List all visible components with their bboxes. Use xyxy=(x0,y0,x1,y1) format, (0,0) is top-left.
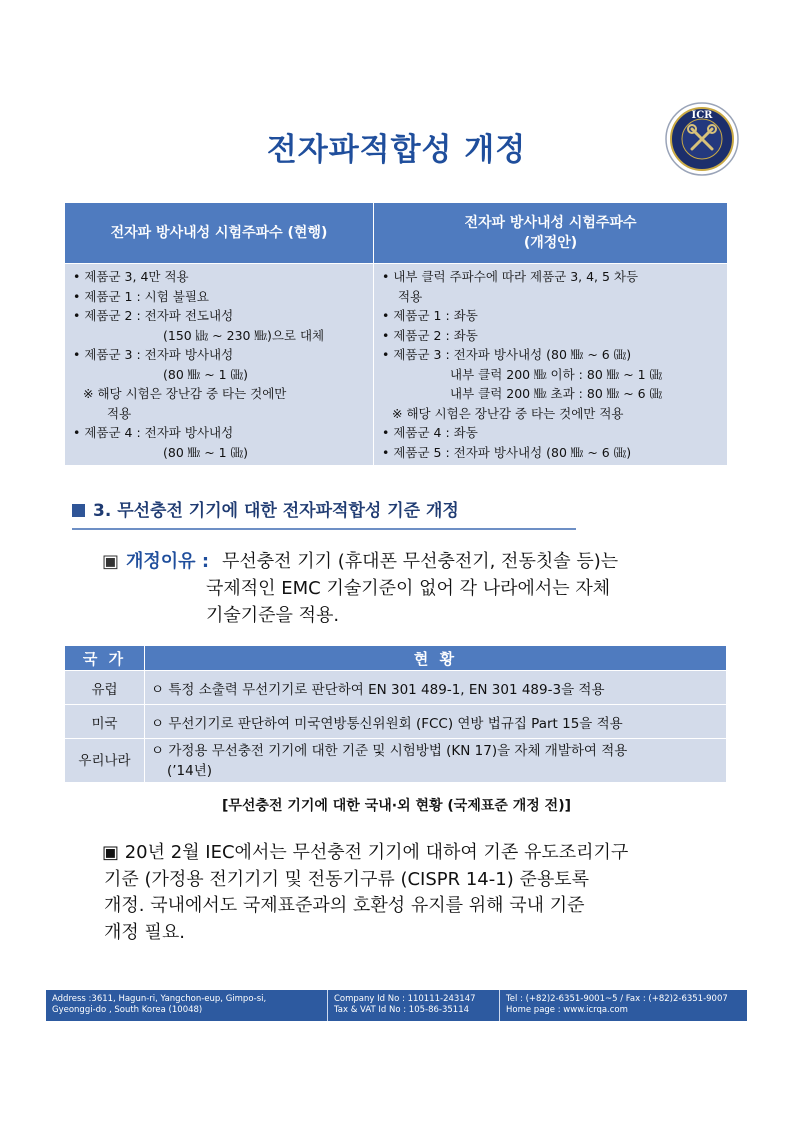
footer-contact: Tel : (+82)2-6351-9001~5 / Fax : (+82)2-6351-9007 Home page : www.icrqa.com xyxy=(506,994,728,1015)
reason-label: 개정이유 : xyxy=(126,551,210,572)
compare-cell-revised: • 내부 클럭 주파수에 따라 제품군 3, 4, 5 차등 적용 • 제품군 1 : 좌동 • 제품군 2 : 좌동 • 제품군 3 : 전자파 방사내성 (80 ㎒ ~ 6 ㎓) 내부 클럭 200 ㎒ 이하 : 80 ㎒ ~ 1 ㎓ 내부 클럭 200 ㎒ 초과 : 80 ㎒ ~ 6 ㎓ ※ 해당 시험은 장난감 중 타는 것에만 적용 • 제품군 4 : 좌동 • 제품군 5 : 전자파 방사내성 (80 ㎒ ~ 6 ㎓) xyxy=(374,264,728,466)
svg-text:ICR: ICR xyxy=(691,110,713,121)
status-header-status: 현 황 xyxy=(145,646,727,671)
footer-address: Address :3611, Hagun-ri, Yangchon-eup, Gimpo-si, Gyeonggi-do , South Korea (10048) xyxy=(46,990,328,1021)
status-table xyxy=(64,645,727,783)
icr-logo xyxy=(664,101,740,177)
footer-bar xyxy=(46,990,747,1021)
footer-company-ids: Company Id No : 110111-243147 Tax & VAT Id No : 105-86-35114 xyxy=(328,990,500,1021)
revision-reason: ▣ 개정이유 : 무선충전 기기 (휴대폰 무선충전기, 전동칫솔 등)는 국제적인 EMC 기술기준이 없어 각 나라에서는 자체 기술기준을 적용. xyxy=(102,548,742,629)
square-bullet-icon xyxy=(72,504,85,517)
box-bullet-icon: ▣ xyxy=(102,551,120,572)
table-row: 우리나라 ㅇ 가정용 무선충전 기기에 대한 기준 및 시험방법 (KN 17)을 자체 개발하여 적용 (’14년) xyxy=(65,739,727,783)
table-row: 유럽 ㅇ 특정 소출력 무선기기로 판단하여 EN 301 489-1, EN 301 489-3을 적용 xyxy=(65,671,727,705)
compare-header-current: 전자파 방사내성 시험주파수 (현행) xyxy=(65,203,374,264)
status-header-country: 국 가 xyxy=(65,646,145,671)
table-caption: [무선충전 기기에 대한 국내·외 현황 (국제표준 개정 전)] xyxy=(221,798,572,814)
revision-paragraph: ▣ 20년 2월 IEC에서는 무선충전 기기에 대하여 기존 유도조리기구 기준 (가정용 전기기기 및 전동기구류 (CISPR 14-1) 준용토록 개정. 국내에서도 국제표준과의 호환성 유지를 위해 국내 기준 개정 필요. xyxy=(102,842,629,943)
compare-header-revised: 전자파 방사내성 시험주파수 (개정안) xyxy=(374,203,728,264)
page-title: 전자파적합성 개정 xyxy=(266,132,527,168)
section-heading: 3. 무선충전 기기에 대한 전자파적합성 기준 개정 xyxy=(72,496,576,530)
compare-table xyxy=(64,202,728,466)
table-row: 미국 ㅇ 무선기기로 판단하여 미국연방통신위원회 (FCC) 연방 법규집 Part 15을 적용 xyxy=(65,705,727,739)
compare-cell-current: • 제품군 3, 4만 적용 • 제품군 1 : 시험 불필요 • 제품군 2 : 전자파 전도내성 (150 ㎑ ~ 230 ㎒)으로 대체 • 제품군 3 : 전자파 방사내성 (80 ㎒ ~ 1 ㎓) ※ 해당 시험은 장난감 중 타는 것에만 적용 • 제품군 4 : 전자파 방사내성 (80 ㎒ ~ 1 ㎓) xyxy=(65,264,374,466)
